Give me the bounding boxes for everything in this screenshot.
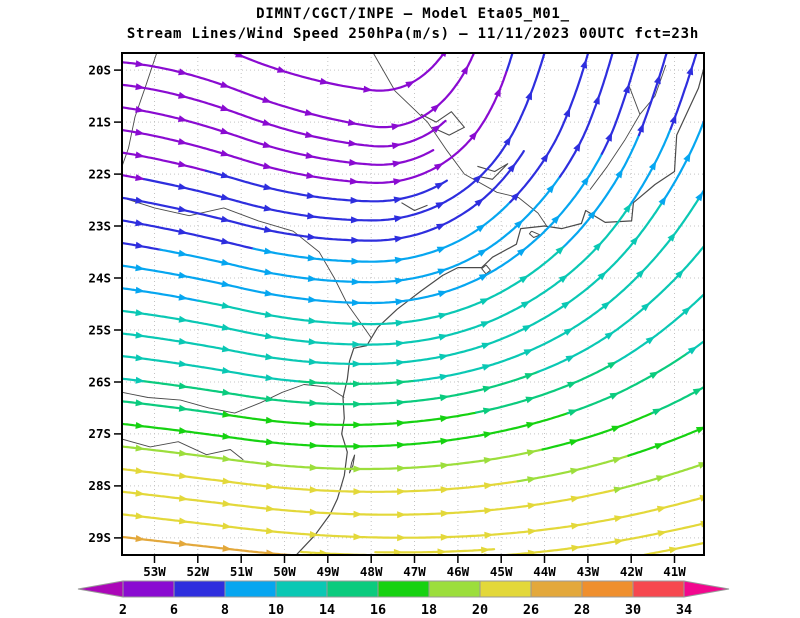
flow-arrowhead [220,81,230,88]
flow-arrowhead [541,153,549,163]
flow-arrowhead [351,216,360,223]
colorbar-segment [531,581,582,597]
colorbar-label: 6 [169,602,179,618]
colorbar-label: 14 [318,602,336,618]
flow-arrowhead [564,328,574,336]
flow-arrowhead [440,394,450,401]
flow-arrowhead [353,380,362,387]
flow-arrowhead [353,421,362,428]
lon-tick-label: 47W [403,564,426,579]
flow-arrowhead [179,316,189,323]
colorbar-label: 28 [573,602,591,618]
flow-arrowhead [179,338,189,345]
streamline-path [507,47,514,70]
streamline-path [629,129,671,207]
lon-tick-label: 43W [576,564,600,579]
flow-arrowhead [481,321,491,328]
flow-arrowhead [482,364,492,371]
flow-arrowhead [178,68,188,75]
flow-arrowhead [397,534,406,541]
colorbar-segment [582,581,633,597]
colorbar-label: 8 [220,602,230,618]
flow-arrowhead [522,325,532,332]
colorbar-label: 2 [118,602,128,618]
flow-arrowhead [593,95,600,105]
streamline-path [476,363,614,412]
colorbar-segment [378,581,429,597]
lat-tick-label: 27S [88,426,111,442]
flow-arrowhead [135,264,145,271]
flow-arrowhead [605,132,612,142]
flow-arrowhead [235,51,245,58]
flow-arrowhead [611,426,621,433]
streamline-path [226,413,476,425]
colorbar-label: 34 [675,602,693,618]
streamline-path [117,152,205,171]
lon-tick-label: 42W [619,564,643,579]
flow-arrowhead [521,301,531,309]
colorbar [78,581,729,618]
flow-arrowhead [351,258,360,265]
flow-arrowhead [310,442,319,449]
streamline-path [117,107,433,165]
flow-arrowhead [263,141,273,148]
colorbar-segment [429,581,480,597]
colorbar-label: 30 [624,602,642,618]
flow-arrowhead [353,555,362,562]
flow-arrowhead [436,223,446,230]
flow-arrowhead [567,382,577,389]
flow-arrowhead [693,388,703,396]
flow-arrowhead [607,362,617,370]
streamline-path [628,426,708,456]
flow-arrowhead [494,87,501,97]
lat-tick-label: 28S [88,478,111,494]
flow-arrowhead [649,161,656,171]
flow-arrowhead [561,301,571,309]
flow-arrowhead [310,464,319,471]
lat-tick-label: 25S [88,322,111,338]
flow-arrowhead [700,521,710,528]
flow-arrowhead [481,343,491,350]
flow-arrowhead [397,511,406,518]
streamline-path [639,47,668,135]
streamline-path [206,171,447,202]
streamline-path [614,290,709,363]
flow-arrowhead [395,257,405,264]
lon-tick-label: 48W [359,564,383,579]
colorbar-segment [633,581,684,597]
flow-arrowhead [686,66,693,76]
flow-arrowhead [397,442,406,449]
flow-arrowhead [353,466,362,473]
colorbar-segment [276,581,327,597]
flow-arrowhead [265,311,275,318]
colorbar-label: 20 [471,602,489,618]
lon-tick-label: 51W [229,564,253,579]
lat-tick-label: 22S [88,166,111,182]
flow-arrowhead [265,333,275,340]
flow-arrowhead [573,142,580,152]
geography [122,53,704,556]
flow-arrowhead [221,216,231,223]
flow-arrowhead [438,291,448,298]
streamline-path [117,70,507,183]
lat-tick-label: 24S [88,270,111,286]
streamline-path [254,202,511,262]
flow-arrowhead [353,488,362,495]
flow-arrowhead [353,360,362,367]
flow-arrowhead [353,401,362,408]
flow-arrowhead [479,274,489,281]
lat-tick-label: 21S [88,114,111,130]
chart-title: DIMNT/CGCT/INPE – Model Eta05_M01_ [256,6,570,22]
flow-arrowhead [438,313,448,320]
flow-arrowhead [483,386,493,393]
lon-tick-label: 44W [533,564,556,579]
flow-arrowhead [179,382,189,389]
flow-arrowhead [310,420,319,427]
flow-arrowhead [178,115,188,122]
streamline-path [543,413,653,450]
colorbar-overflow-arrow [684,581,729,597]
flow-arrowhead [610,393,620,400]
colorbar-segment [327,581,378,597]
colorbar-segment [123,581,174,597]
lat-tick-label: 23S [88,218,111,234]
flow-arrowhead [265,353,275,360]
flow-arrowhead [652,408,662,415]
flow-arrowhead [568,409,578,416]
streamline-path [608,542,709,561]
chart-subtitle: Stream Lines/Wind Speed 250hPa(m/s) – 11/11/2023 00UTC fct=23h [126,26,700,42]
flow-arrowhead [350,197,359,204]
flow-arrowhead [220,104,230,111]
flow-arrowhead [309,379,318,386]
flow-arrowhead [695,192,703,202]
colorbar-segment [480,581,531,597]
flow-arrowhead [435,182,445,189]
flow-arrowhead [484,457,494,464]
lon-tick-label: 52W [186,564,210,579]
flow-arrowhead [352,299,361,306]
flow-arrowhead [484,532,493,539]
flow-arrowhead [397,488,406,495]
flow-arrowhead [613,457,623,464]
flow-arrowhead [178,138,188,145]
streamline-path [562,135,639,248]
flow-arrowhead [519,275,529,283]
flow-arrowhead [262,96,272,103]
lon-tick-label: 45W [489,564,513,579]
flow-arrowhead [481,547,490,554]
flow-arrowhead [397,465,406,472]
lon-tick-label: 53W [143,564,166,579]
streamline-path [144,47,546,220]
flow-arrowhead [527,476,537,483]
flow-arrowhead [222,389,232,396]
flow-arrowhead [220,150,230,157]
flow-arrowhead [221,172,231,179]
flow-arrowhead [655,443,665,450]
flow-arrowhead [683,152,690,162]
flow-arrowhead [654,74,661,84]
colorbar-label: 18 [420,602,438,618]
flow-arrowhead [405,81,415,88]
colorbar-label: 10 [267,602,285,618]
flow-arrowhead [263,183,273,190]
flow-arrowhead [581,176,589,186]
flow-arrowhead [637,123,644,133]
flow-arrowhead [441,534,450,541]
flow-arrowhead [135,83,145,90]
flow-arrowhead [178,92,188,99]
colorbar-label: 26 [522,602,540,618]
lat-tick-label: 20S [88,62,111,78]
flow-arrowhead [656,475,666,482]
flow-arrowhead [563,108,570,118]
flow-arrowhead [614,487,624,494]
flow-arrowhead [353,533,362,540]
flow-arrowhead [391,123,401,130]
flow-arrowhead [525,397,535,404]
flow-arrowhead [263,162,273,169]
lon-tick-label: 50W [273,564,296,579]
lon-tick-label: 41W [663,564,686,579]
streamlines [117,47,710,563]
flow-arrowhead [525,90,532,100]
colorbar-segment [225,581,276,597]
flow-arrowhead [480,298,490,305]
streamline-path [140,372,538,404]
flow-arrowhead [615,169,623,179]
flow-arrowhead [441,510,450,517]
state-border-path [640,65,666,114]
colorbar-segment [174,581,225,597]
lat-tick-label: 29S [88,530,111,546]
lon-tick-label: 46W [446,564,470,579]
streamline-path [117,154,602,303]
flow-arrowhead [310,486,319,493]
colorbar-label: 16 [369,602,387,618]
flow-arrowhead [277,66,287,73]
flow-arrowhead [351,237,360,244]
flow-arrowhead [310,509,319,516]
flow-arrowhead [441,555,450,562]
streamline-path [117,202,662,364]
streamline-path [119,537,305,557]
flow-arrowhead [220,128,230,135]
streamline-path [117,490,616,515]
flow-arrowhead [135,287,145,294]
streamline-path [117,469,517,492]
flow-arrowhead [221,194,231,201]
flow-arrowhead [605,332,615,340]
colorbar-underflow-arrow [78,581,123,597]
flow-arrowhead [580,59,587,69]
lat-tick-label: 26S [88,374,111,390]
flow-arrowhead [526,422,536,429]
reservoir-path [477,164,507,180]
flow-arrowhead [305,109,315,116]
flow-arrowhead [478,249,488,257]
flow-arrowhead [397,556,406,563]
flow-arrowhead [566,355,576,362]
flow-arrowhead [352,278,361,285]
flow-arrowhead [306,172,316,179]
flow-arrowhead [394,236,404,243]
state-border-path [122,385,344,414]
flow-arrowhead [309,399,318,406]
streamline-path [375,549,494,552]
flow-arrowhead [649,371,659,379]
map-plot-area [88,47,710,579]
lon-tick-label: 49W [316,564,340,579]
flow-arrowhead [524,349,534,356]
flow-arrowhead [659,196,667,206]
flow-arrowhead [623,84,630,94]
flow-arrowhead [434,163,444,171]
flow-arrowhead [569,439,579,446]
flow-arrowhead [525,373,535,380]
flow-arrowhead [353,443,362,450]
flow-arrowhead [353,511,362,518]
flow-arrowhead [435,202,445,209]
flow-arrowhead [437,247,447,254]
streamline-path [117,446,542,469]
flow-arrowhead [503,136,511,146]
